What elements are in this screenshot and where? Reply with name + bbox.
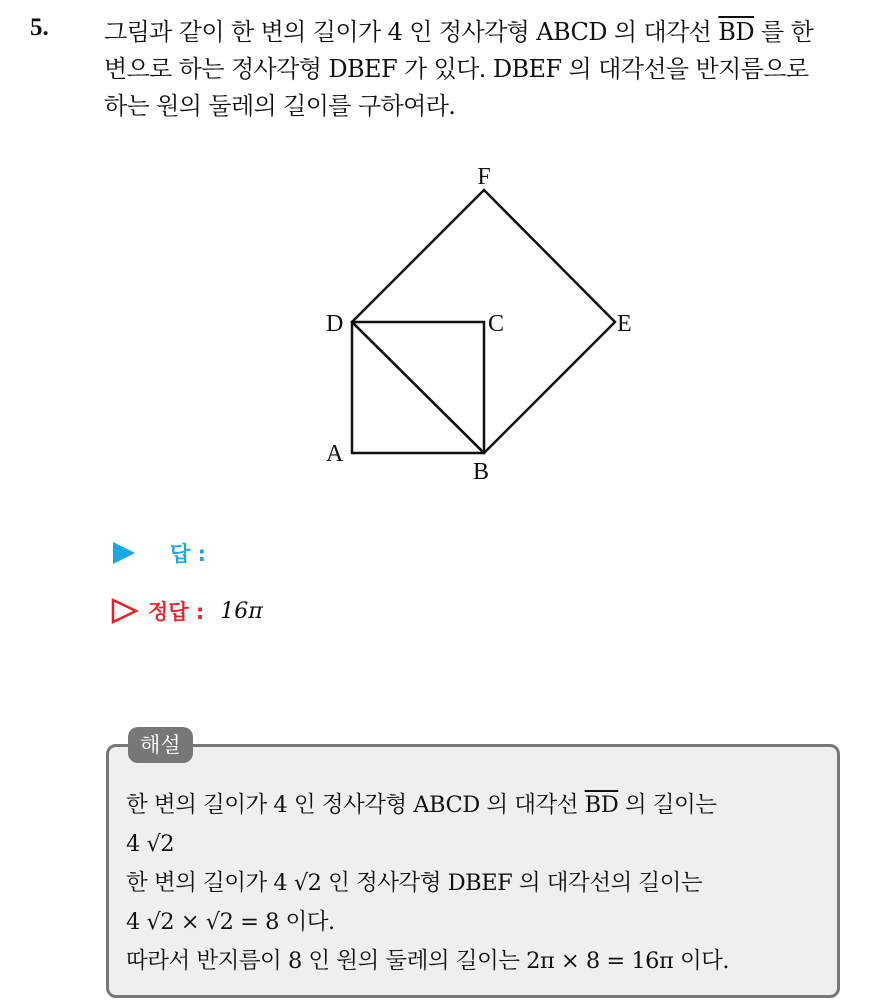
question-line-1-post: 를 한 bbox=[753, 18, 814, 46]
correct-answer-value: 16π bbox=[220, 598, 263, 624]
segment-bd: $\overline{BD}$ bbox=[718, 18, 754, 46]
answer-arrow-icon bbox=[110, 540, 138, 566]
explanation-tab: 해설 bbox=[128, 727, 193, 763]
correct-answer-label: 정답 : bbox=[148, 600, 205, 624]
answer-label: 답 : bbox=[170, 542, 206, 566]
label-f: F bbox=[477, 164, 491, 190]
question-line-2: 변으로 하는 정사각형 DBEF 가 있다. DBEF 의 대각선을 반지름으로 bbox=[104, 55, 809, 83]
explanation-segment-bd: $\overline{BD}$ bbox=[584, 792, 619, 818]
label-a: A bbox=[326, 441, 344, 467]
explanation-line-1-pre: 한 변의 길이가 4 인 정사각형 ABCD 의 대각선 bbox=[126, 792, 585, 818]
explanation-text bbox=[126, 786, 836, 981]
question-line-3: 하는 원의 둘레의 길이를 구하여라. bbox=[104, 92, 456, 120]
label-b: B bbox=[473, 459, 490, 485]
question-number: 5. bbox=[30, 14, 49, 41]
label-e: E bbox=[617, 311, 632, 337]
label-d: D bbox=[326, 311, 344, 337]
explanation-line-2: 4 √2 bbox=[126, 831, 175, 857]
question-line-1-pre: 그림과 같이 한 변의 길이가 4 인 정사각형 ABCD 의 대각선 bbox=[104, 18, 719, 46]
explanation-line-3: 한 변의 길이가 4 √2 인 정사각형 DBEF 의 대각선의 길이는 bbox=[126, 870, 703, 896]
label-c: C bbox=[488, 311, 505, 337]
explanation-line-5: 따라서 반지름이 8 인 원의 둘레의 길이는 2π × 8 = 16π 이다. bbox=[126, 948, 730, 974]
explanation-line-1 bbox=[126, 786, 836, 825]
answer-prompt-row bbox=[110, 538, 206, 568]
correct-answer-row bbox=[110, 596, 263, 626]
correct-arrow-outline-icon bbox=[110, 597, 140, 625]
explanation-line-1-post: 의 길이는 bbox=[618, 792, 717, 818]
explanation-line-4: 4 √2 × √2 = 8 이다. bbox=[126, 909, 335, 935]
